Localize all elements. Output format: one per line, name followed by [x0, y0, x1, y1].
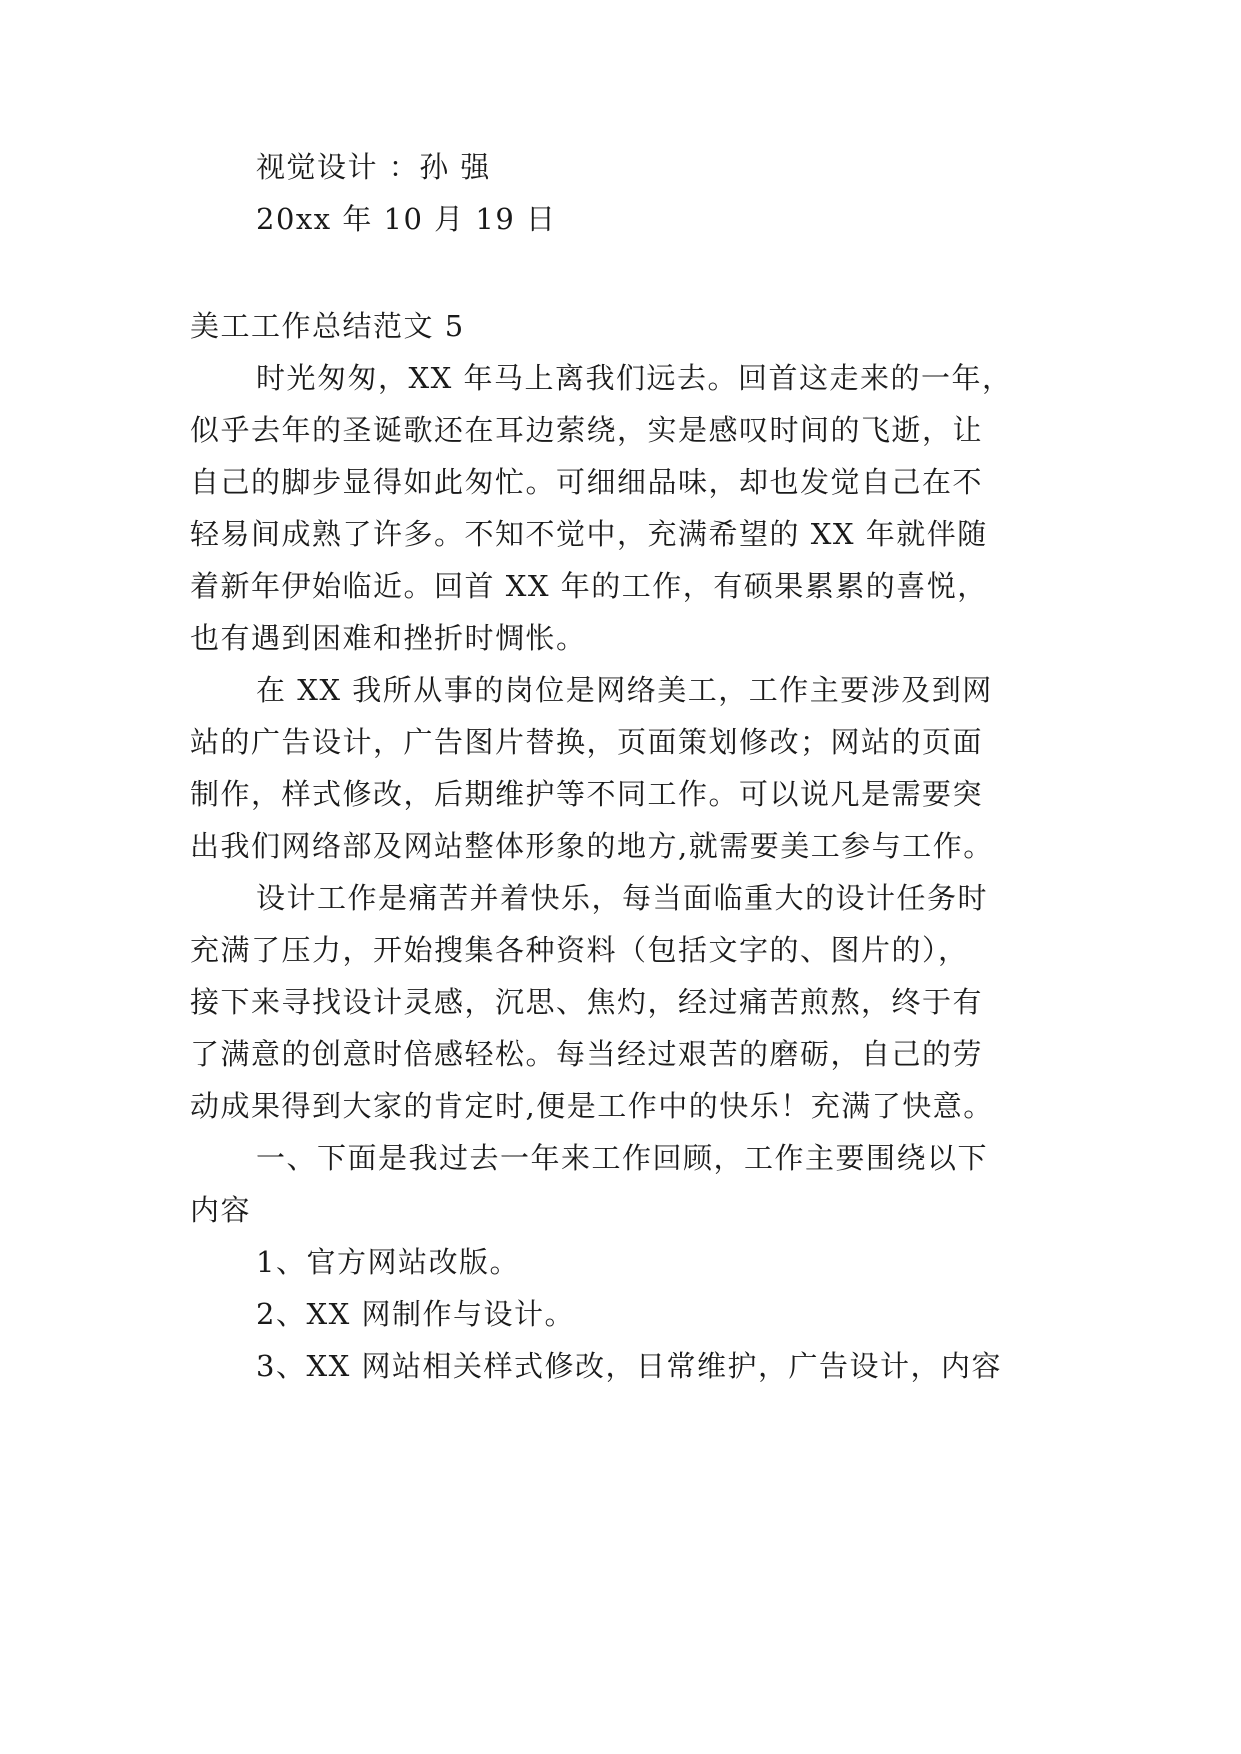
paragraph-line: 着新年伊始临近。回首 XX 年的工作，有硕果累累的喜悦， [190, 569, 988, 603]
paragraph-line: 站的广告设计，广告图片替换，页面策划修改；网站的页面 [190, 725, 984, 759]
paragraph-line: 接下来寻找设计灵感，沉思、焦灼，经过痛苦煎熬，终于有 [190, 985, 984, 1019]
paragraph-line: 自己的脚步显得如此匆忙。可细细品味，却也发觉自己在不 [190, 465, 984, 499]
signature-date: 20xx 年 10 月 19 日 [256, 202, 557, 236]
paragraph-line: 内容 [190, 1193, 252, 1227]
list-item: 2、XX 网制作与设计。 [256, 1297, 575, 1331]
paragraph-line: 了满意的创意时倍感轻松。每当经过艰苦的磨砺，自己的劳 [190, 1037, 984, 1071]
paragraph-line: 设计工作是痛苦并着快乐，每当面临重大的设计任务时 [256, 881, 989, 915]
paragraph-line: 时光匆匆，XX 年马上离我们远去。回首这走来的一年， [256, 361, 1013, 395]
paragraph-line: 充满了压力，开始搜集各种资料（包括文字的、图片的）， [190, 933, 969, 967]
paragraph-line: 也有遇到困难和挫折时惆怅。 [190, 621, 587, 655]
paragraph-line: 在 XX 我所从事的岗位是网络美工，工作主要涉及到网 [256, 673, 993, 707]
list-item: 1、官方网站改版。 [256, 1245, 520, 1279]
list-item: 3、XX 网站相关样式修改，日常维护，广告设计，内容 [256, 1349, 1002, 1383]
paragraph-line: 制作，样式修改，后期维护等不同工作。可以说凡是需要突 [190, 777, 984, 811]
paragraph-line: 出我们网络部及网站整体形象的地方,就需要美工参与工作。 [190, 829, 994, 863]
paragraph-line: 一、下面是我过去一年来工作回顾，工作主要围绕以下 [256, 1141, 989, 1175]
paragraph-line: 轻易间成熟了许多。不知不觉中，充满希望的 XX 年就伴随 [190, 517, 988, 551]
section-title: 美工工作总结范文 5 [190, 309, 465, 343]
paragraph-line: 动成果得到大家的肯定时,便是工作中的快乐！充满了快意。 [190, 1089, 994, 1123]
designer-credit: 视觉设计 ：孙 强 [256, 150, 491, 184]
paragraph-line: 似乎去年的圣诞歌还在耳边萦绕，实是感叹时间的飞逝，让 [190, 413, 984, 447]
